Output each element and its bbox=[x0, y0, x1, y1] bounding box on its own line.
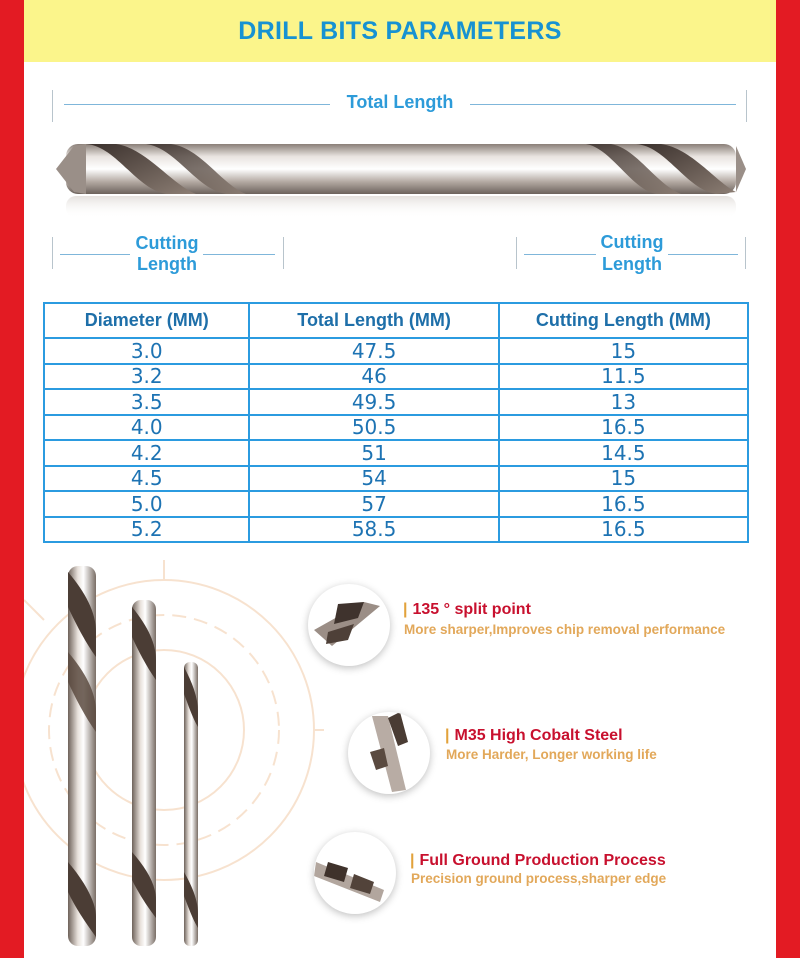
cell-cutting-length: 16.5 bbox=[499, 517, 748, 543]
cell-diameter: 5.2 bbox=[44, 517, 249, 543]
cell-diameter: 3.2 bbox=[44, 364, 249, 390]
title-banner bbox=[24, 0, 776, 62]
cell-total-length: 47.5 bbox=[249, 338, 498, 364]
double-end-drill-image bbox=[46, 134, 750, 224]
table-row bbox=[44, 491, 748, 517]
cutting-right-line1: Cutting bbox=[600, 232, 664, 252]
cell-total-length: 49.5 bbox=[249, 389, 498, 415]
cell-cutting-length: 15 bbox=[499, 466, 748, 492]
cutting-tick-left-a bbox=[52, 237, 53, 269]
total-length-line-right bbox=[470, 104, 736, 105]
table-row bbox=[44, 517, 748, 543]
cell-cutting-length: 13 bbox=[499, 389, 748, 415]
feature-split-point-desc: More sharper,Improves chip removal performance bbox=[404, 622, 726, 637]
cell-diameter: 3.5 bbox=[44, 389, 249, 415]
column-header-total-length: Total Length (MM) bbox=[249, 303, 498, 338]
cutting-line-right-a bbox=[524, 254, 596, 255]
cobalt-drill-icon bbox=[348, 712, 430, 794]
title-accent-bar: | bbox=[403, 601, 408, 618]
cutting-left-line2: Length bbox=[137, 254, 197, 274]
cell-total-length: 57 bbox=[249, 491, 498, 517]
cell-cutting-length: 15 bbox=[499, 338, 748, 364]
right-red-frame bbox=[776, 0, 800, 958]
parameters-table bbox=[43, 302, 749, 543]
cell-total-length: 46 bbox=[249, 364, 498, 390]
cutting-line-left-b bbox=[203, 254, 275, 255]
page-title: DRILL BITS PARAMETERS bbox=[238, 16, 562, 45]
table-row bbox=[44, 364, 748, 390]
cutting-tick-right-b bbox=[745, 237, 746, 269]
drill-small-icon bbox=[184, 662, 198, 946]
cutting-right-line2: Length bbox=[602, 254, 662, 274]
feature-ground-desc: Precision ground process,sharper edge bbox=[411, 871, 667, 886]
feature-title-text: 135 ° split point bbox=[412, 601, 531, 618]
title-accent-bar: | bbox=[445, 727, 450, 744]
table-row bbox=[44, 440, 748, 466]
cell-cutting-length: 11.5 bbox=[499, 364, 748, 390]
feature-split-point-image bbox=[308, 584, 390, 666]
table-row bbox=[44, 415, 748, 441]
column-header-diameter: Diameter (MM) bbox=[44, 303, 249, 338]
cell-diameter: 4.5 bbox=[44, 466, 249, 492]
cutting-tick-right-a bbox=[516, 237, 517, 269]
cutting-length-right-label bbox=[595, 231, 669, 275]
title-accent-bar: | bbox=[410, 852, 415, 869]
ground-drill-icon bbox=[314, 832, 396, 914]
drill-bit-icon bbox=[46, 134, 750, 224]
table-header-row bbox=[44, 303, 748, 338]
drill-large-icon bbox=[68, 566, 96, 946]
feature-cobalt-image bbox=[348, 712, 430, 794]
dimension-tick-right bbox=[746, 90, 747, 122]
cell-cutting-length: 16.5 bbox=[499, 415, 748, 441]
cutting-tick-left-b bbox=[283, 237, 284, 269]
total-length-line-left bbox=[64, 104, 330, 105]
cell-diameter: 4.2 bbox=[44, 440, 249, 466]
cell-total-length: 54 bbox=[249, 466, 498, 492]
cutting-left-line1: Cutting bbox=[135, 233, 199, 253]
cell-diameter: 5.0 bbox=[44, 491, 249, 517]
cutting-line-right-b bbox=[668, 254, 738, 255]
feature-title-text: Full Ground Production Process bbox=[419, 852, 666, 869]
column-header-cutting-length: Cutting Length (MM) bbox=[499, 303, 748, 338]
cell-cutting-length: 16.5 bbox=[499, 491, 748, 517]
feature-cobalt-title bbox=[445, 727, 623, 745]
cell-total-length: 51 bbox=[249, 440, 498, 466]
total-length-label: Total Length bbox=[346, 92, 454, 112]
cutting-line-left-a bbox=[60, 254, 130, 255]
feature-ground-image bbox=[314, 832, 396, 914]
cutting-length-left-label bbox=[130, 233, 204, 275]
feature-title-text: M35 High Cobalt Steel bbox=[454, 727, 623, 744]
cell-cutting-length: 14.5 bbox=[499, 440, 748, 466]
cell-diameter: 3.0 bbox=[44, 338, 249, 364]
left-red-frame bbox=[0, 0, 24, 958]
feature-split-point-title bbox=[403, 601, 531, 619]
split-point-drill-icon bbox=[308, 584, 390, 666]
table-row bbox=[44, 338, 748, 364]
cell-diameter: 4.0 bbox=[44, 415, 249, 441]
dimension-tick-left bbox=[52, 90, 53, 122]
feature-ground-title bbox=[410, 852, 666, 870]
table-row bbox=[44, 389, 748, 415]
drill-medium-icon bbox=[132, 600, 156, 946]
three-drill-bits-image bbox=[60, 562, 220, 954]
cell-total-length: 58.5 bbox=[249, 517, 498, 543]
table-row bbox=[44, 466, 748, 492]
cell-total-length: 50.5 bbox=[249, 415, 498, 441]
feature-cobalt-desc: More Harder, Longer working life bbox=[446, 747, 657, 762]
